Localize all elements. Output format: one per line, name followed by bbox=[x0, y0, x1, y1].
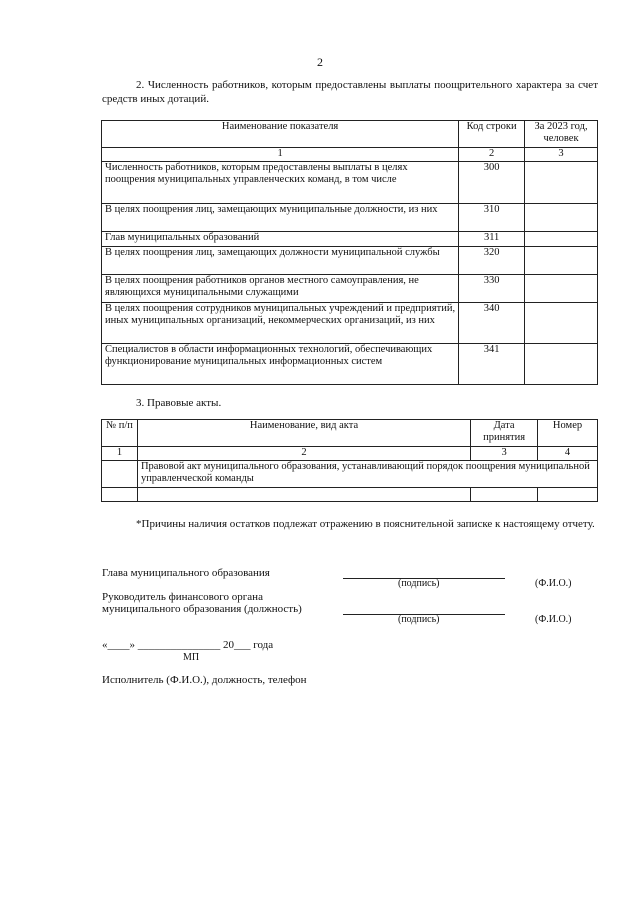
row-date bbox=[471, 488, 538, 502]
header-number: Номер bbox=[538, 420, 598, 447]
header-no: № п/п bbox=[102, 420, 138, 447]
row-value bbox=[525, 344, 598, 385]
row-name: Глав муниципальных образований bbox=[102, 232, 459, 247]
table-header-row bbox=[102, 420, 598, 447]
row-code: 320 bbox=[459, 247, 525, 275]
table-number-row bbox=[102, 148, 598, 162]
row-value bbox=[525, 232, 598, 247]
table-number-row bbox=[102, 447, 598, 461]
table-row bbox=[102, 232, 598, 247]
section3-heading: 3. Правовые акты. bbox=[136, 397, 222, 409]
table-row bbox=[102, 162, 598, 204]
col-number-1: 1 bbox=[102, 148, 459, 162]
row-act-name bbox=[137, 488, 470, 502]
header-act-name: Наименование, вид акта bbox=[137, 420, 470, 447]
col-number-3: 3 bbox=[471, 447, 538, 461]
row-number bbox=[538, 488, 598, 502]
finance-fio-hint: (Ф.И.О.) bbox=[535, 614, 572, 625]
row-value bbox=[525, 162, 598, 204]
table-row bbox=[102, 247, 598, 275]
row-name: В целях поощрения сотрудников муниципальных учреждений и предприятий, иных муниципальных организаций, некоммерческих организаций, из них bbox=[102, 303, 459, 344]
head-signature-hint: (подпись) bbox=[398, 578, 440, 589]
employees-table bbox=[101, 120, 598, 385]
col-number-4: 4 bbox=[538, 447, 598, 461]
head-label: Глава муниципального образования bbox=[102, 567, 270, 579]
row-name: В целях поощрения лиц, замещающих муниципальные должности, из них bbox=[102, 204, 459, 232]
finance-label-1: Руководитель финансового органа bbox=[102, 591, 263, 603]
row-code: 341 bbox=[459, 344, 525, 385]
header-name: Наименование показателя bbox=[102, 121, 459, 148]
table-row bbox=[102, 303, 598, 344]
row-name: Численность работников, которым предоставлены выплаты в целях поощрения муниципальных управленческих команд, в том числе bbox=[102, 162, 459, 204]
row-code: 310 bbox=[459, 204, 525, 232]
row-no bbox=[102, 488, 138, 502]
table-row bbox=[102, 488, 598, 502]
table-row bbox=[102, 344, 598, 385]
row-value bbox=[525, 303, 598, 344]
row-code: 300 bbox=[459, 162, 525, 204]
row-code: 311 bbox=[459, 232, 525, 247]
table-row bbox=[102, 275, 598, 303]
head-fio-hint: (Ф.И.О.) bbox=[535, 578, 572, 589]
row-name: Специалистов в области информационных технологий, обеспечивающих функционирование муниципальных информационных систем bbox=[102, 344, 459, 385]
finance-label-2: муниципального образования (должность) bbox=[102, 603, 302, 615]
date-line: «____» _______________ 20___ года bbox=[102, 639, 274, 651]
row-name: В целях поощрения лиц, замещающих должности муниципальной службы bbox=[102, 247, 459, 275]
row-value bbox=[525, 275, 598, 303]
col-number-2: 2 bbox=[459, 148, 525, 162]
row-value bbox=[525, 204, 598, 232]
header-date: Дата принятия bbox=[471, 420, 538, 447]
finance-signature-hint: (подпись) bbox=[398, 614, 440, 625]
row-code: 340 bbox=[459, 303, 525, 344]
row-code: 330 bbox=[459, 275, 525, 303]
page-number: 2 bbox=[317, 55, 323, 69]
header-value: За 2023 год, человек bbox=[525, 121, 598, 148]
note-text: *Причины наличия остатков подлежат отражению в пояснительной записке к настоящему отчету. bbox=[136, 518, 595, 530]
col-number-3: 3 bbox=[525, 148, 598, 162]
table-row bbox=[102, 461, 598, 488]
table-row bbox=[102, 204, 598, 232]
col-number-1: 1 bbox=[102, 447, 138, 461]
section2-heading: 2. Численность работников, которым предоставлены выплаты поощрительного характера за счет средств иных дотаций. bbox=[102, 79, 598, 105]
row-name: В целях поощрения работников органов местного самоуправления, не являющихся муниципальными служащими bbox=[102, 275, 459, 303]
executor-label: Исполнитель (Ф.И.О.), должность, телефон bbox=[102, 674, 307, 686]
header-code: Код строки bbox=[459, 121, 525, 148]
row-no bbox=[102, 461, 138, 488]
col-number-2: 2 bbox=[137, 447, 470, 461]
legal-acts-table bbox=[101, 419, 598, 502]
table-header-row bbox=[102, 121, 598, 148]
row-act-name: Правовой акт муниципального образования, устанавливающий порядок поощрения муниципальной управленческой команды bbox=[137, 461, 597, 488]
stamp-label: МП bbox=[183, 652, 200, 663]
row-value bbox=[525, 247, 598, 275]
